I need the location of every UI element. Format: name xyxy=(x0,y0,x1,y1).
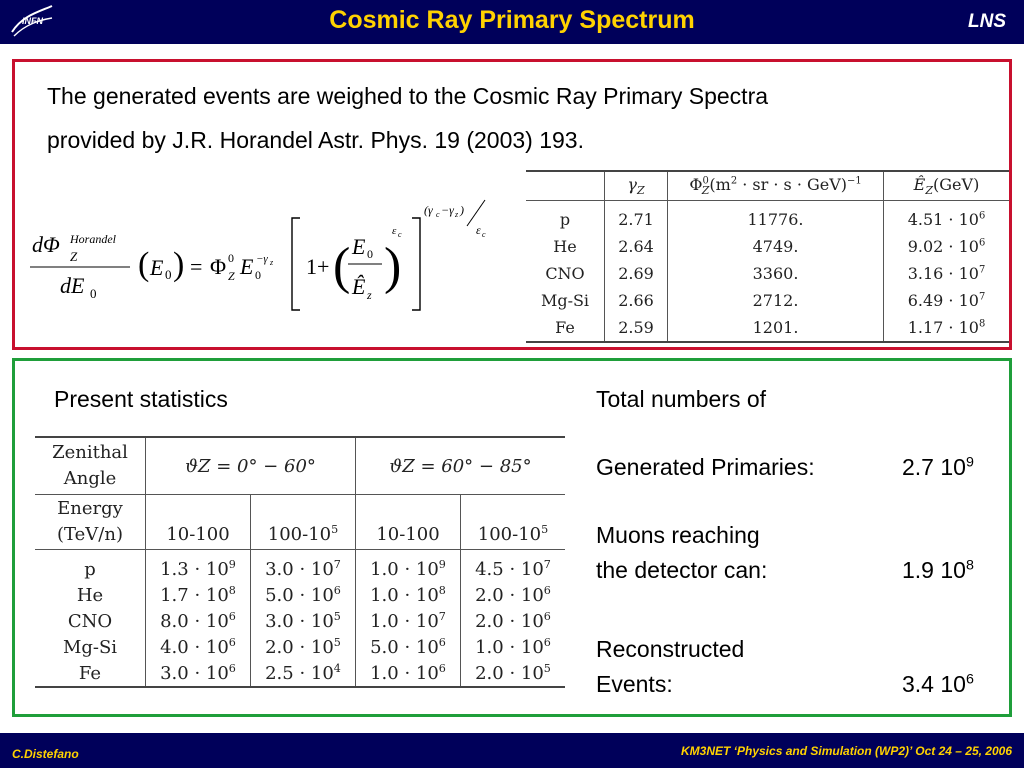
cell-phi: 4749. xyxy=(668,233,884,260)
svg-text:0: 0 xyxy=(255,268,261,282)
svg-text:INFN: INFN xyxy=(22,16,43,26)
table-row xyxy=(526,314,1009,342)
svg-text:c: c xyxy=(436,210,440,219)
svg-text:−γ: −γ xyxy=(441,203,454,217)
table-row xyxy=(526,201,1009,234)
cell-count: $3.0 \cdot 10^7$ xyxy=(251,550,356,583)
table-row xyxy=(35,634,565,660)
table-row xyxy=(35,660,565,687)
reco-label-1: Reconstructed xyxy=(596,636,745,662)
cell-name: Fe xyxy=(555,318,575,337)
table-row xyxy=(526,233,1009,260)
svg-text:): ) xyxy=(384,238,402,295)
cell-name: He xyxy=(553,237,577,256)
gamma-header: $\gamma_Z$ xyxy=(605,171,668,201)
svg-text:c: c xyxy=(398,230,402,239)
totals-heading: Total numbers of xyxy=(596,386,767,412)
cell-gamma: 2.69 xyxy=(605,260,668,287)
svg-text:dE: dE xyxy=(60,273,85,298)
energy-bin: 10-100 xyxy=(356,495,461,550)
statistics-title: Present statistics xyxy=(54,386,228,412)
cell-element: CNO xyxy=(67,610,113,632)
energy-row: Energy (TeV/n) 10-100 $100-10^5$ 10-100 $100-10^5$ xyxy=(35,495,565,550)
cell-energy: $1.17 \cdot 10^8$ xyxy=(884,314,1010,342)
spectrum-table xyxy=(526,170,1009,343)
cell-gamma: 2.59 xyxy=(605,314,668,342)
svg-text:E: E xyxy=(150,255,164,280)
cell-count: $1.0 \cdot 10^6$ xyxy=(356,660,461,687)
cell-count: $1.7 \cdot 10^8$ xyxy=(146,582,251,608)
title-bar xyxy=(0,0,1024,44)
cell-count: $2.0 \cdot 10^6$ xyxy=(461,608,566,634)
intro-text xyxy=(47,74,977,162)
table-row xyxy=(526,287,1009,314)
cell-element: Fe xyxy=(78,662,102,684)
cell-gamma: 2.71 xyxy=(605,201,668,234)
cell-count: $1.0 \cdot 10^9$ xyxy=(356,550,461,583)
cell-count: $1.0 \cdot 10^6$ xyxy=(461,634,566,660)
phi-header: $\Phi^0_Z(m^2$ · sr · s · GeV)$^{-1}$ xyxy=(668,171,884,201)
table-row xyxy=(35,608,565,634)
slide-title: Cosmic Ray Primary Spectrum xyxy=(329,6,695,34)
table-row xyxy=(35,550,565,583)
statistics-table xyxy=(35,436,565,688)
cell-count: $4.5 \cdot 10^7$ xyxy=(461,550,566,583)
cell-count: $1.3 \cdot 10^9$ xyxy=(146,550,251,583)
cell-phi: 11776. xyxy=(668,201,884,234)
svg-text:c: c xyxy=(482,230,486,239)
svg-text:Z: Z xyxy=(70,249,78,264)
cell-name: Mg-Si xyxy=(540,291,590,310)
lns-label: LNS xyxy=(968,11,1006,32)
cell-count: $1.0 \cdot 10^7$ xyxy=(356,608,461,634)
svg-text:): ) xyxy=(173,246,185,283)
muons-value: 1.9 $10^8$ xyxy=(902,557,974,583)
cell-element: Mg-Si xyxy=(62,636,118,658)
zenith-range-1: ϑZ = 0° − 60° xyxy=(146,437,356,495)
cell-count: $8.0 \cdot 10^6$ xyxy=(146,608,251,634)
author-label: C.Distefano xyxy=(12,747,79,761)
svg-text:z: z xyxy=(455,210,459,219)
cell-count: $5.0 \cdot 10^6$ xyxy=(251,582,356,608)
generated-value: 2.7 $10^9$ xyxy=(902,454,974,480)
generated-label: Generated Primaries: xyxy=(596,454,815,480)
table-header-row xyxy=(526,171,1009,201)
reco-value: 3.4 $10^6$ xyxy=(902,671,974,697)
svg-text:E: E xyxy=(352,234,366,259)
svg-text:−γ: −γ xyxy=(256,253,268,265)
svg-text:=: = xyxy=(190,254,203,279)
cell-count: $2.0 \cdot 10^5$ xyxy=(251,634,356,660)
cell-count: $1.0 \cdot 10^8$ xyxy=(356,582,461,608)
svg-text:Ê: Ê xyxy=(352,274,366,299)
table-row xyxy=(35,582,565,608)
cell-energy: $3.16 \cdot 10^7$ xyxy=(884,260,1010,287)
svg-text:1+: 1+ xyxy=(306,254,330,279)
svg-text:Horandel: Horandel xyxy=(70,232,116,246)
cell-energy: $9.02 \cdot 10^6$ xyxy=(884,233,1010,260)
svg-text:0: 0 xyxy=(165,267,172,282)
cell-count: $3.0 \cdot 10^6$ xyxy=(146,660,251,687)
cell-count: $2.0 \cdot 10^5$ xyxy=(461,660,566,687)
svg-text:dΦ: dΦ xyxy=(32,232,60,257)
svg-text:z: z xyxy=(270,258,274,267)
svg-text:(: ( xyxy=(333,238,351,295)
cell-phi: 3360. xyxy=(668,260,884,287)
svg-text:Z: Z xyxy=(228,269,235,283)
energy-bin: 10-100 xyxy=(146,495,251,550)
zenith-range-2: ϑZ = 60° − 85° xyxy=(356,437,566,495)
cell-count: $3.0 \cdot 10^5$ xyxy=(251,608,356,634)
cell-name: CNO xyxy=(545,264,585,283)
cell-count: $2.0 \cdot 10^6$ xyxy=(461,582,566,608)
table-row xyxy=(526,260,1009,287)
svg-text:(γ: (γ xyxy=(424,203,433,217)
svg-text:ε: ε xyxy=(476,223,481,237)
svg-text:0: 0 xyxy=(228,251,234,265)
muons-label-1: Muons reaching xyxy=(596,522,760,548)
energy-header: $Ê_Z(GeV)$ xyxy=(884,171,1010,201)
zenith-row: Zenithal Angle ϑZ = 0° − 60° ϑZ = 60° − 85° xyxy=(35,437,565,495)
energy-bin: $100-10^5$ xyxy=(251,495,356,550)
intro-line-1: The generated events are weighed to the Cosmic Ray Primary Spectra xyxy=(47,83,769,109)
cell-gamma: 2.64 xyxy=(605,233,668,260)
footer-bar xyxy=(0,733,1024,768)
cell-phi: 2712. xyxy=(668,287,884,314)
cell-element: p xyxy=(84,558,96,580)
svg-text:): ) xyxy=(460,203,464,217)
spectrum-formula xyxy=(30,198,500,318)
svg-text:0: 0 xyxy=(90,286,97,301)
muons-label-2: the detector can: xyxy=(596,557,768,583)
cell-energy: $4.51 \cdot 10^6$ xyxy=(884,201,1010,234)
cell-energy: $6.49 \cdot 10^7$ xyxy=(884,287,1010,314)
svg-text:z: z xyxy=(367,288,372,302)
cell-phi: 1201. xyxy=(668,314,884,342)
svg-text:E: E xyxy=(240,254,254,279)
svg-text:ε: ε xyxy=(392,225,397,237)
reco-label-2: Events: xyxy=(596,671,673,697)
svg-text:(: ( xyxy=(138,246,150,283)
cell-name: p xyxy=(559,210,571,229)
svg-text:0: 0 xyxy=(367,247,373,261)
energy-bin: $100-10^5$ xyxy=(461,495,566,550)
conference-label: KM3NET ‘Physics and Simulation (WP2)’ Oct 24 – 25, 2006 xyxy=(681,744,1012,758)
svg-text:Φ: Φ xyxy=(210,254,227,279)
cell-gamma: 2.66 xyxy=(605,287,668,314)
intro-line-2: provided by J.R. Horandel Astr. Phys. 19 (2003) 193. xyxy=(47,127,584,153)
cell-count: $4.0 \cdot 10^6$ xyxy=(146,634,251,660)
cell-count: $2.5 \cdot 10^4$ xyxy=(251,660,356,687)
cell-count: $5.0 \cdot 10^6$ xyxy=(356,634,461,660)
cell-element: He xyxy=(76,584,104,606)
